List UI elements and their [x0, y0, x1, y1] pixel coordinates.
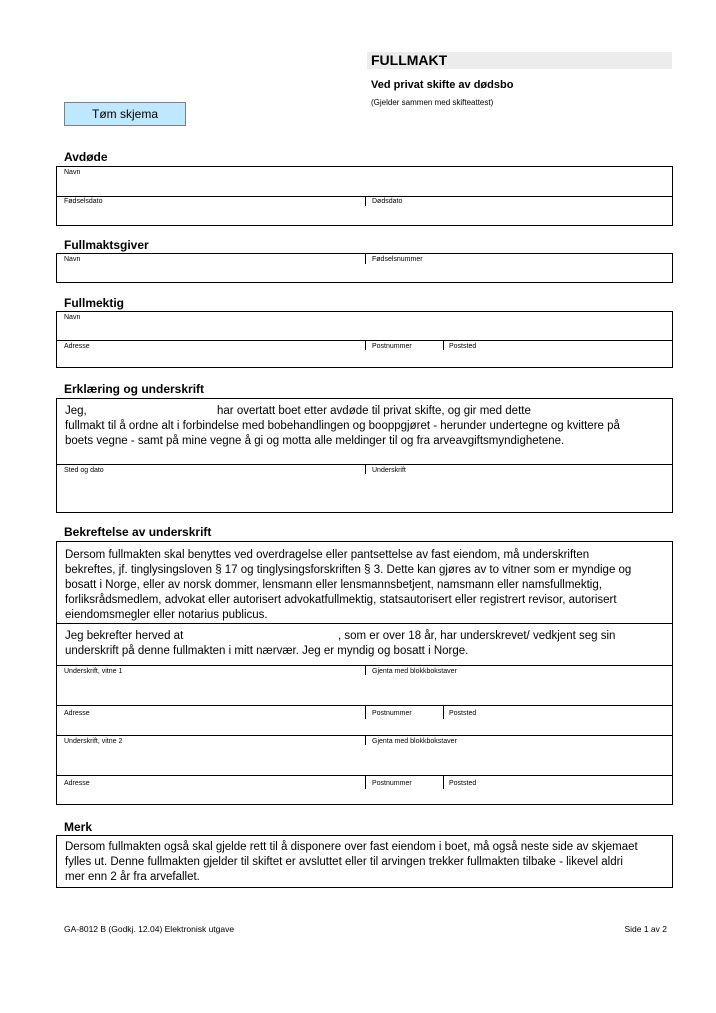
- fullmektig-navn-label: Navn: [64, 314, 81, 321]
- fullmaktsgiver-box: [56, 253, 673, 283]
- fullmektig-box: [56, 311, 673, 368]
- erklaering-text: [65, 404, 664, 449]
- merk-line: Dersom fullmakten også skal gjelde rett til å disponere over fast eiendom i boet, må også neste side av skjemaet: [65, 841, 638, 853]
- witness2-adresse-label: Adresse: [64, 780, 90, 787]
- witness2-signature-field[interactable]: [57, 736, 365, 775]
- witness1-adresse-label: Adresse: [64, 710, 90, 717]
- erklaering-line2: fullmakt til å ordne alt i forbindelse med bobehandlingen og booppgjøret - herunder undertegne og kvittere på: [65, 420, 620, 432]
- merk-box: [56, 835, 673, 888]
- fullmektig-poststed-field[interactable]: [444, 341, 672, 367]
- sted-dato-label: Sted og dato: [64, 467, 104, 474]
- footer-page-number: Side 1 av 2: [624, 924, 667, 934]
- avdode-box: [56, 166, 673, 226]
- fullmektig-postnummer-label: Postnummer: [372, 343, 412, 350]
- fullmaktsgiver-navn-field[interactable]: [57, 254, 365, 282]
- bekreftelse-text: [65, 548, 664, 623]
- witness1-gjenta-field[interactable]: [366, 666, 672, 705]
- bekreftelse-line: Dersom fullmakten skal benyttes ved overdragelse eller pantsettelse av fast eiendom, må underskriften: [65, 549, 590, 561]
- fullmektig-adresse-label: Adresse: [64, 343, 90, 350]
- witness2-label: Underskrift, vitne 2: [64, 738, 123, 745]
- fullmektig-adresse-field[interactable]: [57, 341, 365, 367]
- erklaering-name-field[interactable]: [91, 404, 215, 418]
- confirm-text: [65, 629, 664, 659]
- fullmaktsgiver-fodselsnummer-field[interactable]: [366, 254, 672, 282]
- section-title-erklaering: Erklæring og underskrift: [64, 382, 205, 396]
- bekreftelse-line: bosatt i Norge, eller av norsk dommer, lensmann eller lensmannsbetjent, namsmann eller namsfullmektig,: [65, 579, 602, 591]
- fullmektig-navn-field[interactable]: [57, 312, 672, 340]
- footer-form-id: GA-8012 B (Godkj. 12.04) Elektronisk utgave: [64, 924, 235, 934]
- avdode-fodselsdato-label: Fødselsdato: [64, 198, 103, 205]
- merk-line: mer enn 2 år fra arvefallet.: [65, 871, 200, 883]
- clear-form-button[interactable]: Tøm skjema: [64, 102, 186, 126]
- witness2-postnummer-label: Postnummer: [372, 780, 412, 787]
- avdode-fodselsdato-field[interactable]: [57, 197, 365, 225]
- avdode-dodsdato-field[interactable]: [366, 197, 672, 225]
- witness2-postnummer-field[interactable]: [366, 776, 442, 804]
- sted-dato-field[interactable]: [57, 465, 365, 512]
- underskrift-label: Underskrift: [372, 467, 406, 474]
- bekreftelse-line: forliksrådsmedlem, advokat eller autorisert advokatfullmektig, statsautorisert eller registrert revisor, autorisert: [65, 594, 617, 606]
- erklaering-jeg: Jeg,: [65, 405, 87, 417]
- erklaering-line1-rest: har overtatt boet etter avdøde til privat skifte, og gir med dette: [217, 405, 531, 417]
- section-title-fullmaktsgiver: Fullmaktsgiver: [64, 238, 149, 252]
- confirm-start: Jeg bekrefter herved at: [65, 630, 184, 642]
- witness1-gjenta-label: Gjenta med blokkbokstaver: [372, 668, 457, 675]
- confirm-rest: , som er over 18 år, har underskrevet/ vedkjent seg sin: [338, 630, 616, 642]
- witness2-adresse-field[interactable]: [57, 776, 365, 804]
- fullmaktsgiver-fodselsnummer-label: Fødselsnummer: [372, 256, 423, 263]
- confirm-line2: underskrift på denne fullmakten i mitt nærvær. Jeg er myndig og bosatt i Norge.: [65, 645, 469, 657]
- form-note: (Gjelder sammen med skifteattest): [371, 98, 494, 107]
- avdode-navn-field[interactable]: [57, 167, 672, 196]
- bekreftelse-line: eiendomsmegler eller notarius publicus.: [65, 609, 268, 621]
- avdode-navn-label: Navn: [64, 169, 81, 176]
- underskrift-field[interactable]: [366, 465, 672, 512]
- witness2-poststed-label: Poststed: [449, 780, 477, 787]
- form-title: FULLMAKT: [367, 52, 672, 69]
- section-title-avdode: Avdøde: [64, 150, 108, 164]
- fullmaktsgiver-navn-label: Navn: [64, 256, 81, 263]
- witness2-gjenta-label: Gjenta med blokkbokstaver: [372, 738, 457, 745]
- section-title-fullmektig: Fullmektig: [64, 296, 125, 310]
- bekreftelse-line: bekreftes, jf. tinglysingsloven § 17 og tinglysingsforskriften § 3. Dette kan gjøres av to vitner som er myndige og: [65, 564, 632, 576]
- fullmektig-poststed-label: Poststed: [449, 343, 477, 350]
- witness2-poststed-field[interactable]: [444, 776, 672, 804]
- merk-text: [65, 840, 664, 885]
- avdode-dodsdato-label: Dødsdato: [372, 198, 403, 205]
- erklaering-line3: boets vegne - samt på mine vegne å gi og motta alle meldinger til og fra arveavgiftsmyndighetene.: [65, 435, 565, 447]
- witness1-postnummer-field[interactable]: [366, 706, 442, 735]
- bekreftelse-box: [56, 541, 673, 805]
- witness1-signature-field[interactable]: [57, 666, 365, 705]
- witness1-poststed-label: Poststed: [449, 710, 477, 717]
- witness1-label: Underskrift, vitne 1: [64, 668, 123, 675]
- witness1-poststed-field[interactable]: [444, 706, 672, 735]
- fullmektig-postnummer-field[interactable]: [366, 341, 442, 367]
- erklaering-box: [56, 398, 673, 513]
- confirm-name-field[interactable]: [193, 629, 339, 643]
- witness1-postnummer-label: Postnummer: [372, 710, 412, 717]
- witness1-adresse-field[interactable]: [57, 706, 365, 735]
- witness2-gjenta-field[interactable]: [366, 736, 672, 775]
- section-title-bekreftelse: Bekreftelse av underskrift: [64, 525, 212, 539]
- merk-line: fylles ut. Denne fullmakten gjelder til skiftet er avsluttet eller til arvingen trekker fullmakten tilbake - likevel aldri: [65, 856, 623, 868]
- section-title-merk: Merk: [64, 820, 93, 834]
- form-subtitle: Ved privat skifte av dødsbo: [371, 79, 514, 91]
- divider: [57, 623, 672, 624]
